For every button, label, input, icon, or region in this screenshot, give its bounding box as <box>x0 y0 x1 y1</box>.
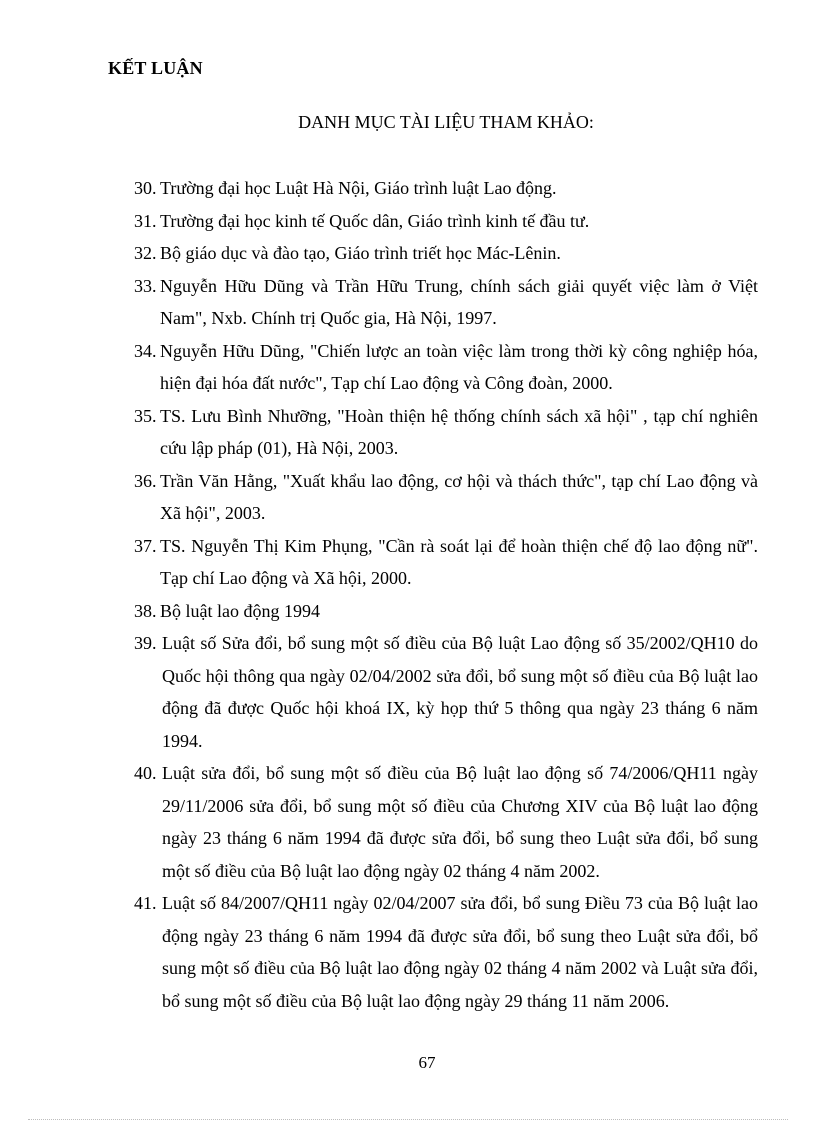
reference-item <box>134 237 758 270</box>
reference-item <box>134 400 758 465</box>
section-heading: KẾT LUẬN <box>108 58 203 78</box>
reference-number: 40. <box>134 763 157 783</box>
reference-list <box>134 172 758 1017</box>
reference-number: 31. <box>134 210 157 231</box>
reference-number: 39. <box>134 633 157 653</box>
reference-text: Luật số Sửa đổi, bổ sung một số điều của Bộ luật Lao động số 35/2002/QH10 do Quốc hội thông qua ngày 02/04/2002 sửa đổi, bổ sung một số điều của Bộ luật lao động đã được Quốc hội khoá IX, kỳ họp thứ 5 thông qua ngày 23 tháng 6 năm 1994. <box>162 633 758 751</box>
reference-item <box>134 627 758 757</box>
reference-item <box>134 465 758 530</box>
reference-text: Bộ luật lao động 1994 <box>160 600 320 621</box>
reference-item <box>134 887 758 1017</box>
reference-number: 36. <box>134 470 157 491</box>
reference-list-title: DANH MỤC TÀI LIỆU THAM KHẢO: <box>298 112 594 132</box>
reference-number: 32. <box>134 243 157 263</box>
reference-text: Nguyễn Hữu Dũng, "Chiến lược an toàn việc làm trong thời kỳ công nghiệp hóa, hiện đại hóa đất nước", Tạp chí Lao động và Công đoàn, 2000. <box>160 340 758 393</box>
reference-number: 38. <box>134 600 157 621</box>
reference-text: TS. Lưu Bình Nhưỡng, "Hoàn thiện hệ thống chính sách xã hội" , tạp chí nghiên cứu lập pháp (01), Hà Nội, 2003. <box>160 405 758 458</box>
reference-item <box>134 172 758 205</box>
reference-number: 35. <box>134 405 157 426</box>
reference-item <box>134 270 758 335</box>
reference-number: 34. <box>134 340 157 361</box>
reference-text: Nguyễn Hữu Dũng và Trần Hữu Trung, chính sách giải quyết việc làm ở Việt Nam", Nxb. Chính trị Quốc gia, Hà Nội, 1997. <box>160 275 758 328</box>
reference-text: Luật số 84/2007/QH11 ngày 02/04/2007 sửa đổi, bổ sung Điều 73 của Bộ luật lao động ngày 23 tháng 6 năm 1994 đã được sửa đổi, bổ sung theo Luật sửa đổi, bổ sung một số điều của Bộ luật lao động ngày 02 tháng 4 năm 2002 và Luật sửa đổi, bổ sung một số điều của Bộ luật lao động ngày 29 tháng 11 năm 2006. <box>162 893 758 1011</box>
reference-text: TS. Nguyễn Thị Kim Phụng, "Cần rà soát lại để hoàn thiện chế độ lao động nữ". Tạp chí Lao động và Xã hội, 2000. <box>160 535 758 588</box>
reference-text: Bộ giáo dục và đào tạo, Giáo trình triết học Mác-Lênin. <box>160 243 561 263</box>
reference-number: 30. <box>134 178 157 198</box>
reference-item <box>134 757 758 887</box>
reference-number: 37. <box>134 535 157 556</box>
reference-item <box>134 595 758 628</box>
page-bottom-divider <box>28 1119 788 1120</box>
reference-text: Trường đại học kinh tế Quốc dân, Giáo trình kinh tế đầu tư. <box>160 210 590 231</box>
reference-text: Trần Văn Hằng, "Xuất khẩu lao động, cơ hội và thách thức", tạp chí Lao động và Xã hội", 2003. <box>160 470 758 523</box>
reference-item <box>134 205 758 238</box>
reference-item <box>134 530 758 595</box>
reference-text: Luật sửa đổi, bổ sung một số điều của Bộ luật lao động số 74/2006/QH11 ngày 29/11/2006 sửa đổi, bổ sung một số điều của Chương XIV của Bộ luật lao động ngày 23 tháng 6 năm 1994 đã được sửa đổi, bổ sung theo Luật sửa đổi, bổ sung một số điều của Bộ luật lao động ngày 02 tháng 4 năm 2002. <box>162 763 758 881</box>
page-number: 67 <box>418 1053 436 1072</box>
reference-number: 41. <box>134 893 157 913</box>
reference-item <box>134 335 758 400</box>
reference-number: 33. <box>134 275 157 296</box>
reference-text: Trường đại học Luật Hà Nội, Giáo trình luật Lao động. <box>160 178 557 198</box>
